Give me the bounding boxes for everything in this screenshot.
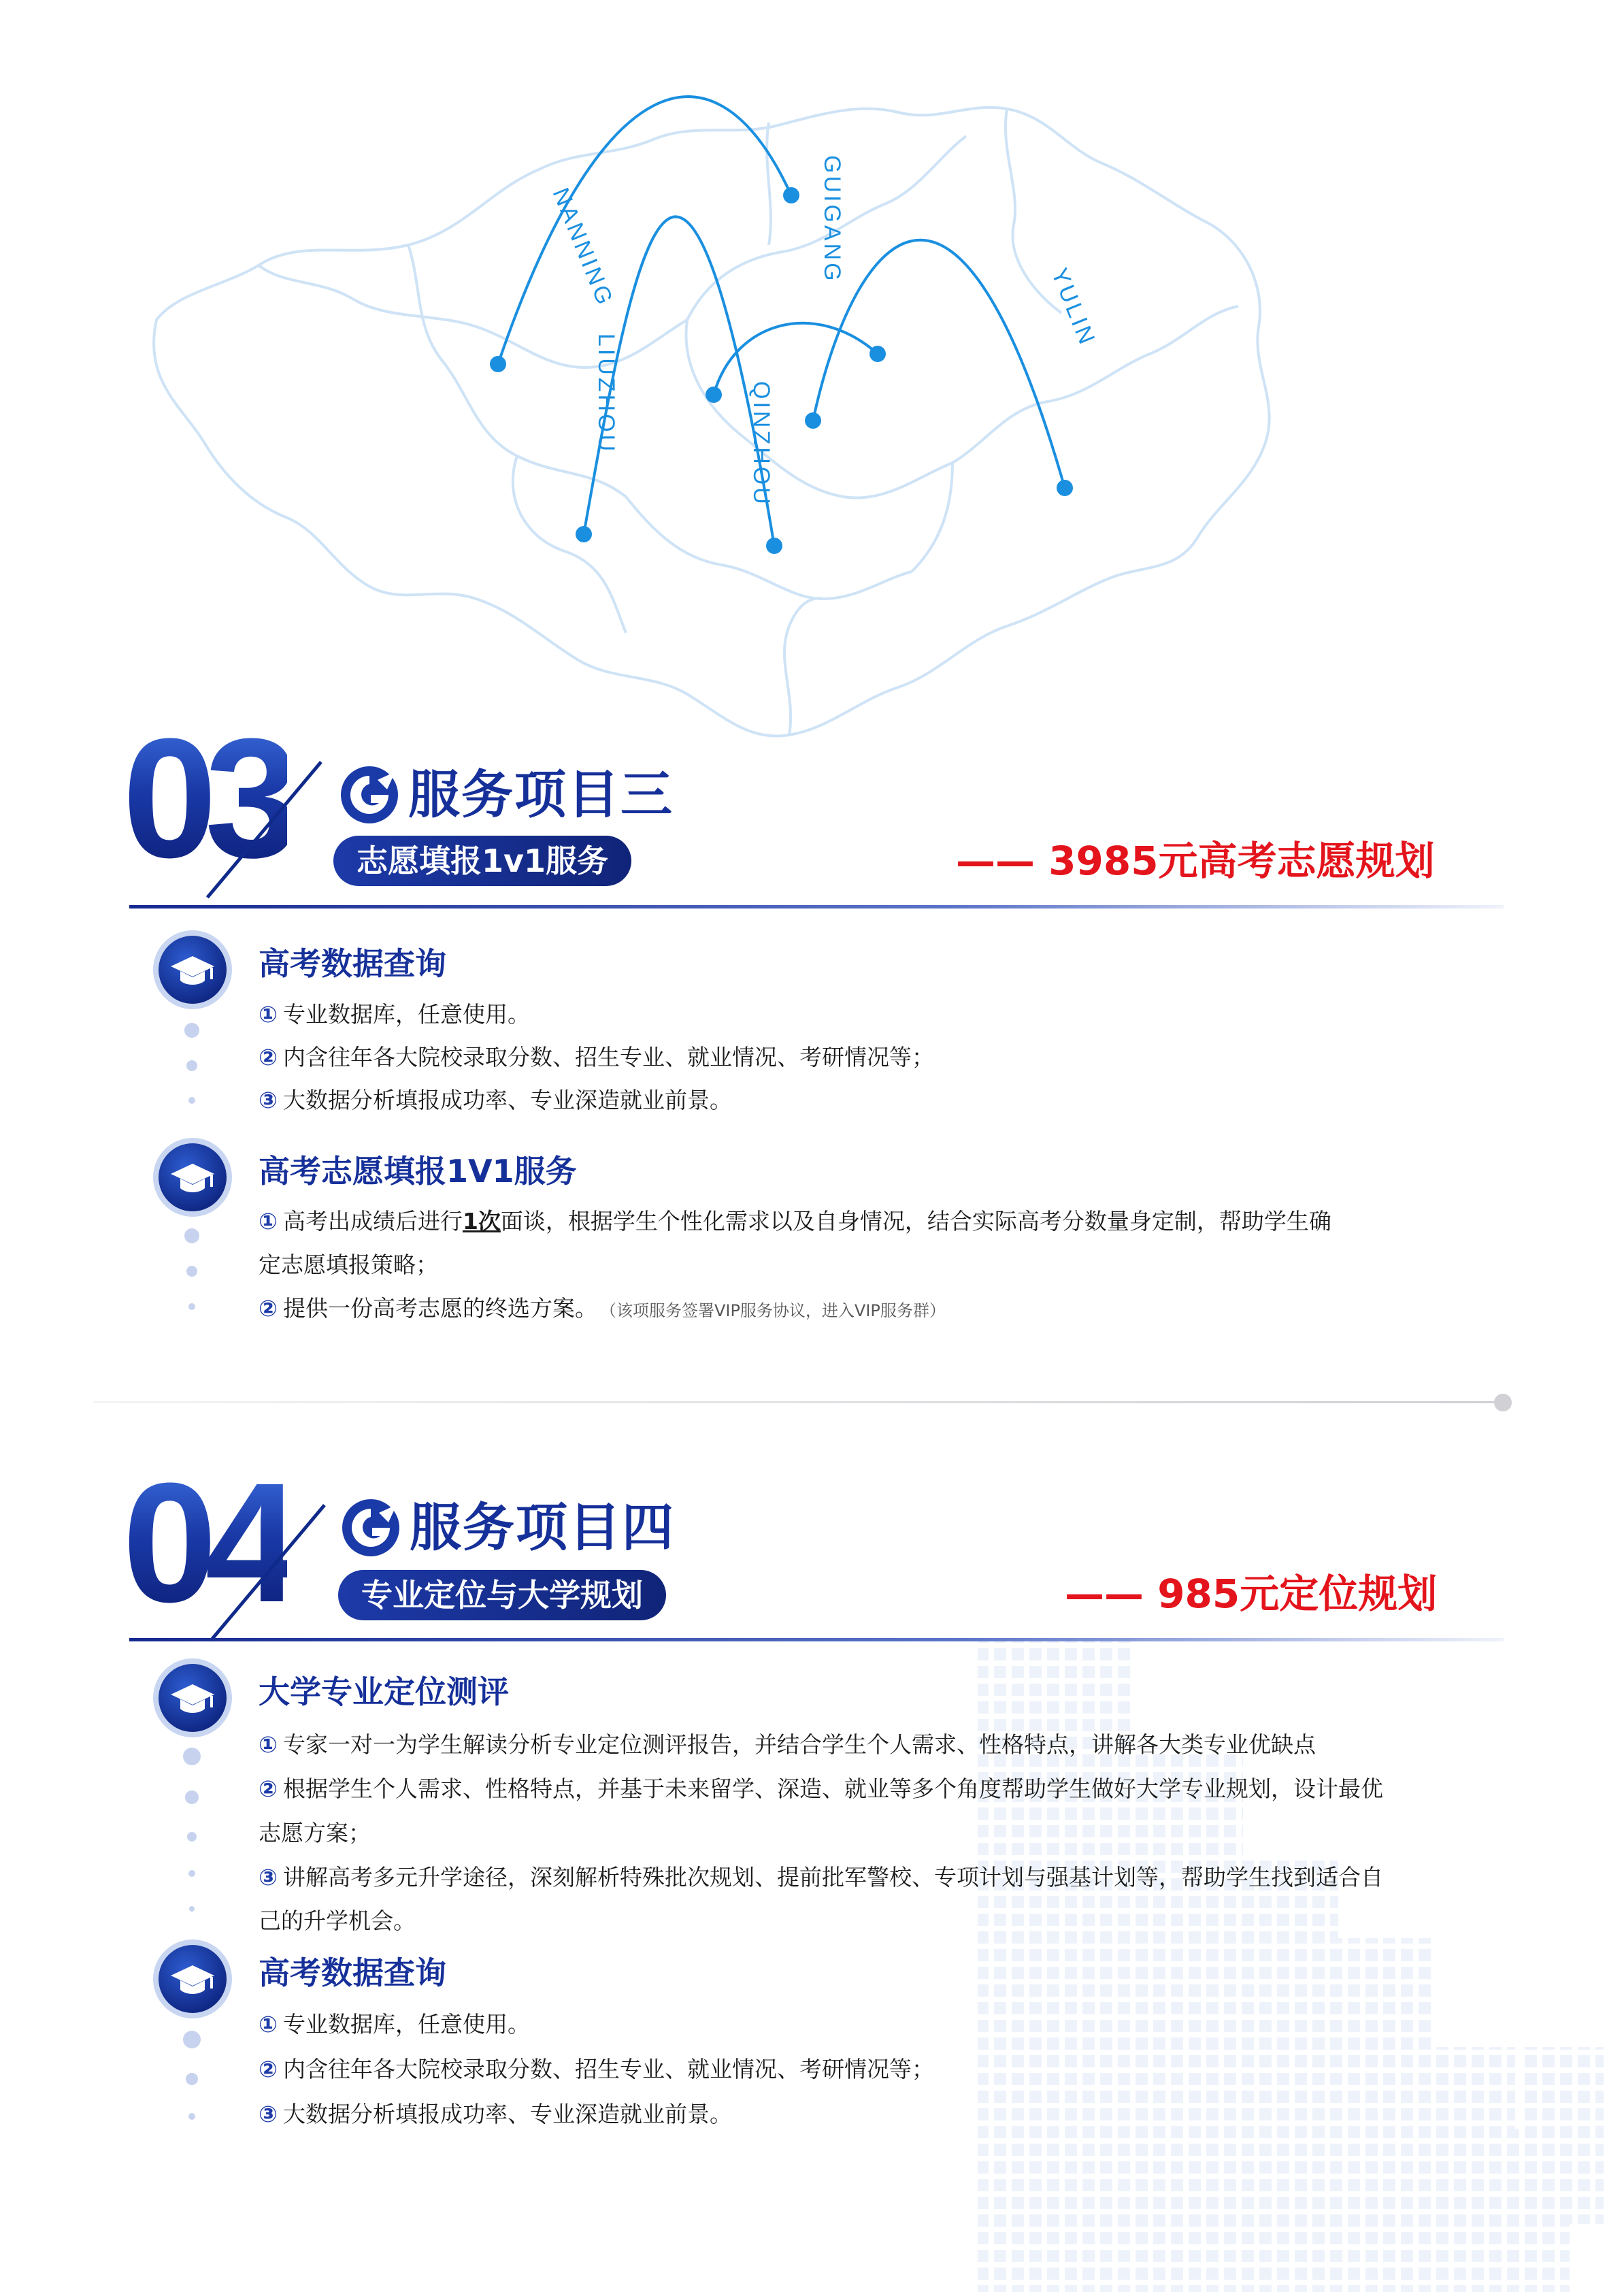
city-label-liuzhou: LIUZHOU [593,333,619,455]
service-price: —— 3985元高考志愿规划 [956,838,1435,884]
item-line: ② 内含往年各大院校录取分数、招生专业、就业情况、考研情况等； [259,1044,934,1070]
timeline-dot [185,1790,199,1804]
timeline-dot [183,1748,201,1765]
separator-end-dot [1494,1394,1512,1411]
graduation-cap-icon [159,1945,227,2013]
item-line: ① 专业数据库，任意使用。 [259,2011,530,2037]
item-title: 大学专业定位测评 [259,1673,509,1710]
service-title: 服务项目三 [408,764,674,825]
timeline-dot [188,1303,195,1310]
timeline-dot [188,1097,195,1104]
item-line: ② 提供一份高考志愿的终选方案。 （该项服务签署VIP服务协议，进入VIP服务群） [259,1295,946,1322]
city-label-nanning: NANNING [547,184,619,311]
timeline-dot [189,1906,195,1912]
section-separator [94,1401,1502,1403]
timeline-dot [188,2113,195,2120]
section-underline [129,905,1504,908]
brand-logo-icon [337,762,402,828]
city-label-yulin: YULIN [1046,264,1101,350]
timeline-dot [186,1060,197,1071]
item-line: 定志愿填报策略； [259,1251,438,1278]
section-number: 04 [122,1447,288,1637]
timeline-dot [187,1832,197,1841]
timeline-dot [186,1266,197,1277]
item-line: ① 专业数据库，任意使用。 [259,1001,530,1028]
timeline-dot [183,2031,201,2048]
section-number: 03 [122,703,288,893]
item-title: 高考数据查询 [259,945,446,982]
service-price: —— 985元定位规划 [1065,1571,1438,1617]
item-line: 己的升学机会。 [259,1908,416,1934]
item-line: ① 高考出成绩后进行1次面谈，根据学生个性化需求以及自身情况，结合实际高考分数量身定制，帮助学生确 [259,1208,1331,1234]
section-underline [129,1638,1504,1641]
service-subtitle-badge: 志愿填报1v1服务 [333,836,631,886]
timeline-dot [186,2073,198,2085]
item-line: 志愿方案； [259,1820,371,1846]
service-title: 服务项目四 [410,1497,675,1558]
timeline-dot [188,1870,195,1877]
item-line: ② 内含往年各大院校录取分数、招生专业、就业情况、考研情况等； [259,2056,934,2082]
item-line: ③ 大数据分析填报成功率、专业深造就业前景。 [259,1087,732,1113]
item-line: ③ 大数据分析填报成功率、专业深造就业前景。 [259,2101,732,2127]
graduation-cap-icon [159,936,227,1004]
guangxi-map [0,0,1624,762]
item-title: 高考数据查询 [259,1954,446,1991]
item-line: ③ 讲解高考多元升学途径，深刻解析特殊批次规划、提前批军警校、专项计划与强基计划等，帮助学生找到适合自 [259,1864,1383,1890]
brand-logo-icon [338,1495,403,1560]
service-subtitle-badge: 专业定位与大学规划 [338,1570,666,1620]
timeline-dot [184,1228,199,1243]
graduation-cap-icon [159,1143,227,1211]
pixel-map-decoration [957,1611,1624,2292]
item-line: ① 专家一对一为学生解读分析专业定位测评报告，并结合学生个人需求、性格特点，讲解各大类专业优缺点 [259,1731,1316,1758]
city-label-qinzhou: QINZHOU [748,381,774,507]
item-line: ② 根据学生个人需求、性格特点，并基于未来留学、深造、就业等多个角度帮助学生做好大学专业规划，设计最优 [259,1775,1383,1802]
timeline-dot [184,1023,199,1038]
city-label-guigang: GUIGANG [819,155,845,284]
item-title: 高考志愿填报1V1服务 [259,1153,577,1190]
graduation-cap-icon [159,1664,227,1732]
